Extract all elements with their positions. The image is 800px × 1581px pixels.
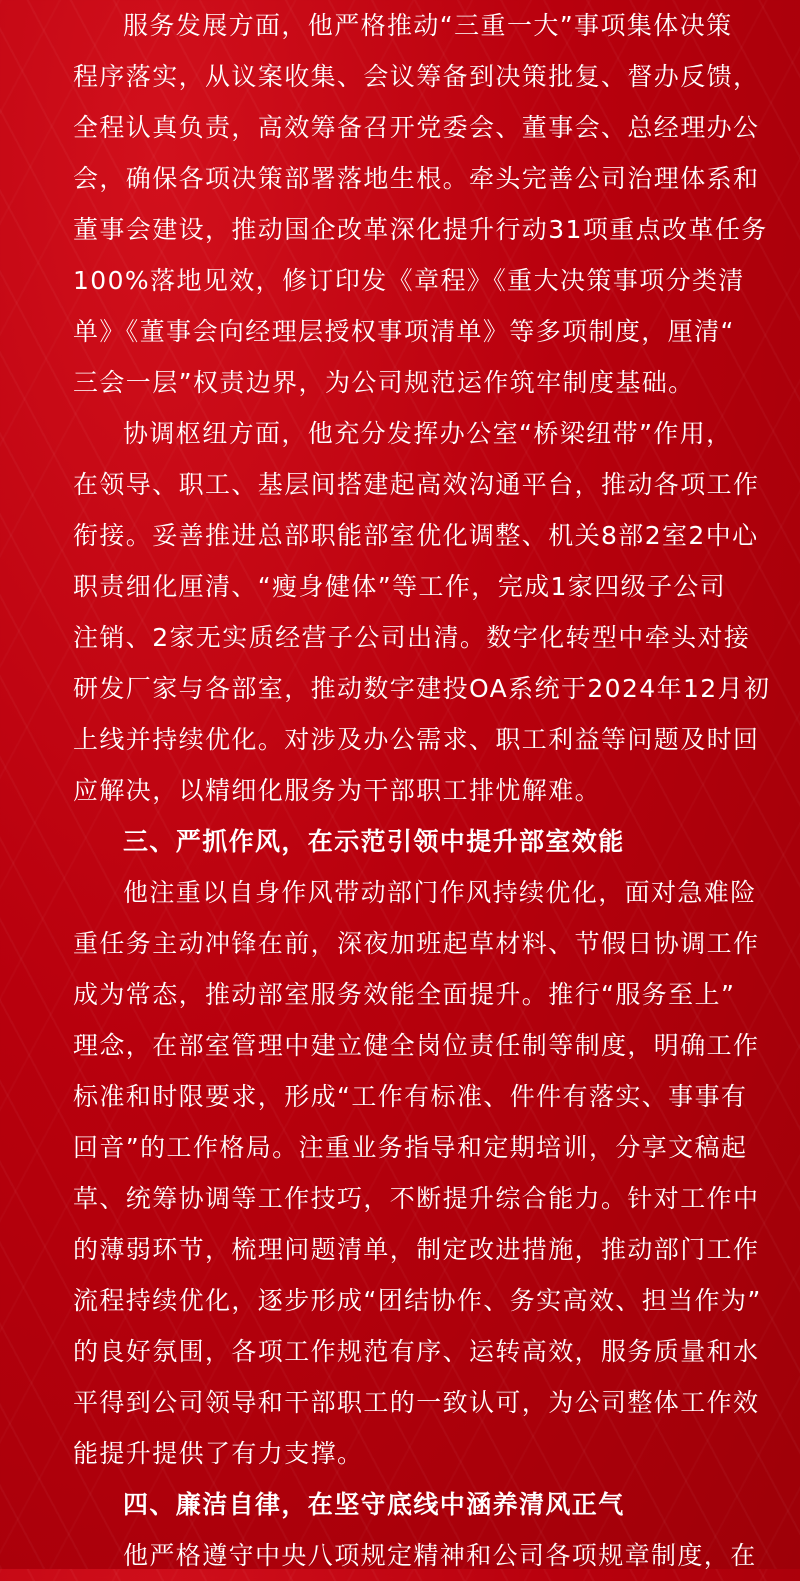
article-body (73, 0, 771, 1581)
paragraph-line: 全程认真负责，高效筹备召开党委会、董事会、总经理办公 (73, 113, 760, 142)
paragraph-line: 流程持续优化，逐步形成“团结协作、务实高效、担当作为” (73, 1286, 762, 1315)
paragraph-line: 草、统筹协调等工作技巧，不断提升综合能力。针对工作中 (73, 1184, 760, 1213)
paragraph-line: 成为常态，推动部室服务效能全面提升。推行“服务至上” (73, 980, 736, 1009)
paragraph-line: 100%落地见效，修订印发《章程》《重大决策事项分类清 (73, 266, 745, 295)
paragraph-line: 应解决，以精细化服务为干部职工排忧解难。 (73, 776, 602, 805)
paragraph-line: 董事会建设，推动国企改革深化提升行动31项重点改革任务 (73, 215, 768, 244)
paragraph-line: 理念，在部室管理中建立健全岗位责任制等制度，明确工作 (73, 1031, 760, 1060)
paragraph-line: 单》《董事会向经理层授权事项清单》等多项制度，厘清“ (73, 317, 735, 346)
paragraph-line: 在领导、职工、基层间搭建起高效沟通平台，推动各项工作 (73, 470, 760, 499)
section-heading: 四、廉洁自律，在坚守底线中涵养清风正气 (123, 1490, 625, 1519)
paragraph-line: 回音”的工作格局。注重业务指导和定期培训，分享文稿起 (73, 1133, 748, 1162)
section-heading: 三、严抓作风，在示范引领中提升部室效能 (123, 827, 625, 856)
paragraph-line: 的薄弱环节，梳理问题清单，制定改进措施，推动部门工作 (73, 1235, 760, 1264)
paragraph-line: 平得到公司领导和干部职工的一致认可，为公司整体工作效 (73, 1388, 760, 1417)
paragraph-line: 协调枢纽方面，他充分发挥办公室“桥梁纽带”作用， (123, 419, 733, 448)
paragraph-line: 标准和时限要求，形成“工作有标准、件件有落实、事事有 (73, 1082, 748, 1111)
paragraph-line: 他严格遵守中央八项规定精神和公司各项规章制度，在 (123, 1541, 757, 1570)
paragraph-line: 服务发展方面，他严格推动“三重一大”事项集体决策 (123, 11, 733, 40)
paragraph-line: 他注重以自身作风带动部门作风持续优化，面对急难险 (123, 878, 757, 907)
paragraph-line: 的良好氛围，各项工作规范有序、运转高效，服务质量和水 (73, 1337, 760, 1366)
paragraph-line: 会，确保各项决策部署落地生根。牵头完善公司治理体系和 (73, 164, 760, 193)
paragraph-line: 三会一层”权责边界，为公司规范运作筑牢制度基础。 (73, 368, 695, 397)
paragraph-line: 注销、2家无实质经营子公司出清。数字化转型中牵头对接 (73, 623, 751, 652)
paragraph-line: 重任务主动冲锋在前，深夜加班起草材料、节假日协调工作 (73, 929, 760, 958)
paragraph-line: 上线并持续优化。对涉及办公需求、职工利益等问题及时回 (73, 725, 760, 754)
paragraph-line: 能提升提供了有力支撑。 (73, 1439, 364, 1468)
paragraph-line: 职责细化厘清、“瘦身健体”等工作，完成1家四级子公司 (73, 572, 727, 601)
paragraph-line: 研发厂家与各部室，推动数字建投OA系统于2024年12月初 (73, 674, 771, 703)
paragraph-line: 衔接。妥善推进总部职能部室优化调整、机关8部2室2中心 (73, 521, 759, 550)
paragraph-line: 程序落实，从议案收集、会议筹备到决策批复、督办反馈， (73, 62, 760, 91)
